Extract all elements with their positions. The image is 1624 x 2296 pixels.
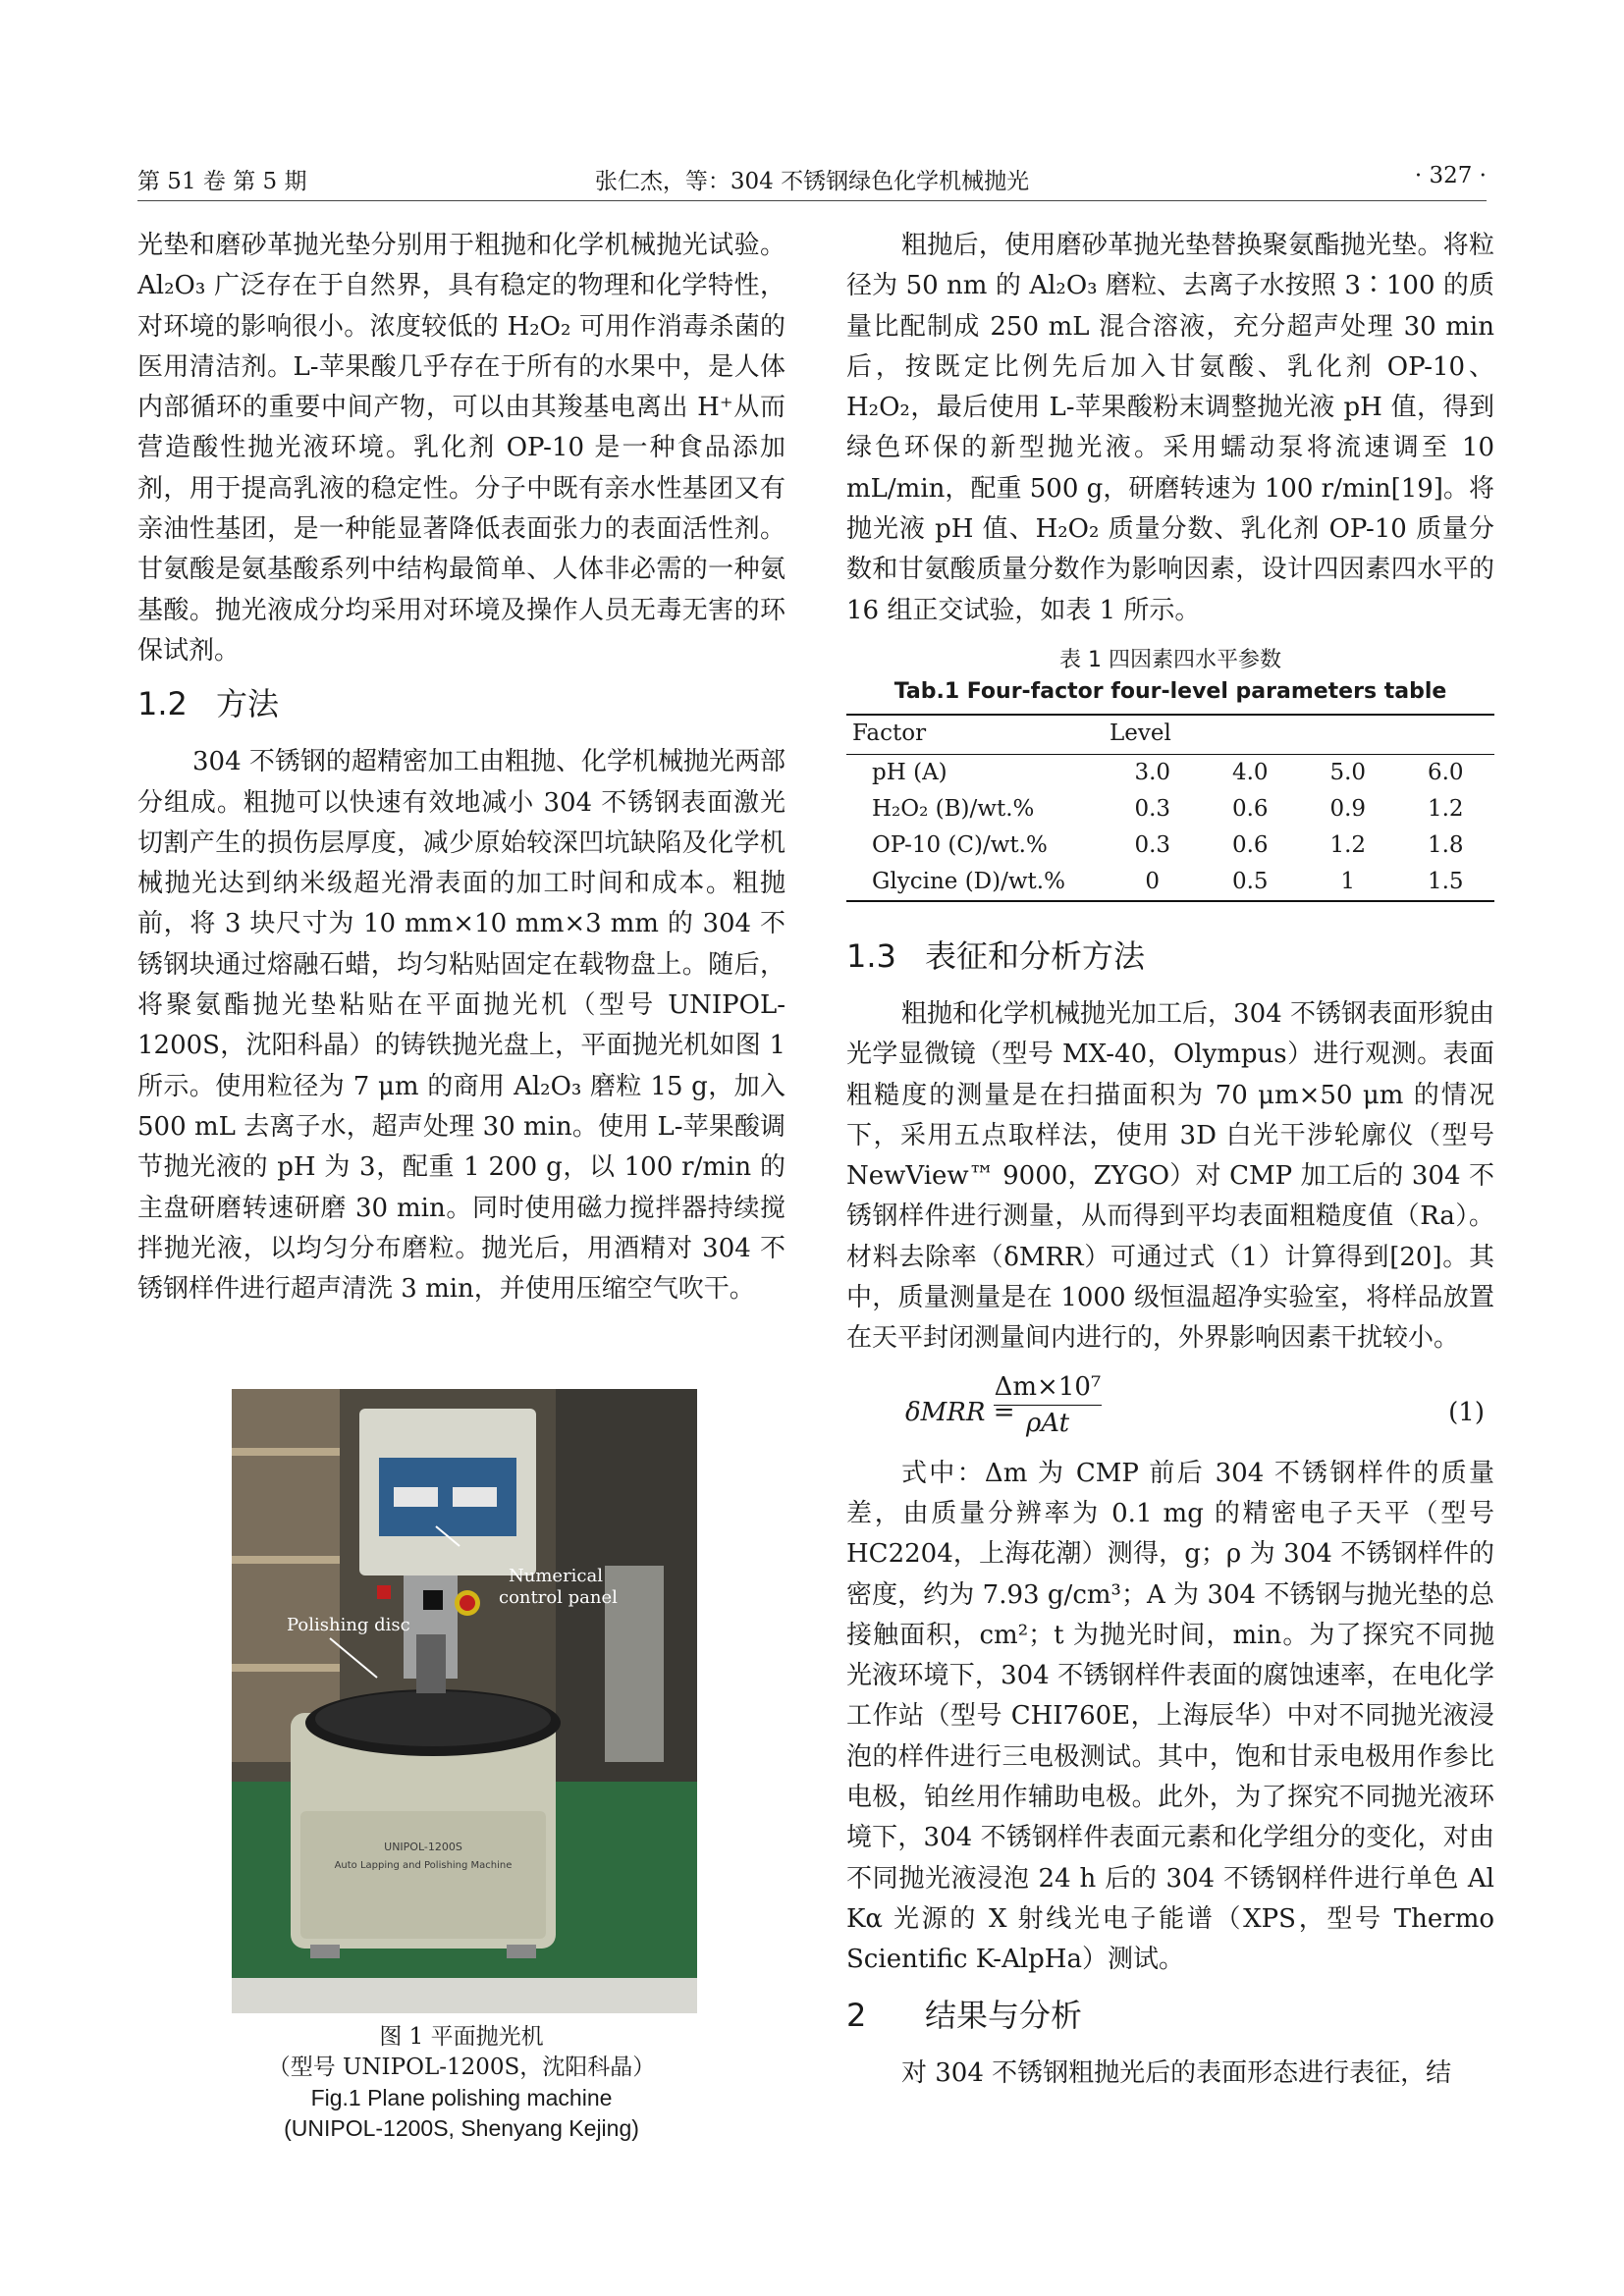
table-row: Glycine (D)/wt.% 0 0.5 1 1.5 [846, 864, 1494, 901]
equation-numerator: Δm×10⁷ [994, 1369, 1102, 1406]
table-row: OP-10 (C)/wt.% 0.3 0.6 1.2 1.8 [872, 831, 1464, 858]
label-numerical-control-panel: Numerical [509, 1566, 603, 1586]
left-column [137, 226, 785, 1309]
paragraph-equation-explanation: 式中：Δm 为 CMP 前后 304 不锈钢样件的质量差，由质量分辨率为 0.1 mg 的精密电子天平（型号 HC2204，上海花潮）测得，g；ρ 为 304 不锈钢样件的密度，约为 7.93 g/cm³；A 为 304 不锈钢与抛光垫的总接触面积，cm²；t 为抛光时间，min。为了探究不同抛光液环境下，304 不锈钢样件表面的腐蚀速率，在电化学工作站（型号 CHI760E，上海辰华）中对不同抛光液浸泡的样件进行三电极测试。其中，饱和甘汞电极用作参比电极，铂丝用作辅助电极。此外，为了探究不同抛光液环境下，304 不锈钢样件表面元素和化学组分的变化，对由不同抛光液浸泡 24 h 后的 304 不锈钢样件进行单色 Al Kα 光源的 X 射线光电子能谱（XPS，型号 Thermo Scientific K-AlpHa）测试。 [846, 1458, 1494, 1975]
running-header [137, 157, 1487, 196]
machine-brand-label: UNIPOL-1200S [384, 1841, 462, 1853]
table-row: pH (A) 3.0 4.0 5.0 6.0 [872, 759, 1464, 785]
section-number: 1.3 [846, 936, 896, 975]
paragraph-method: 304 不锈钢的超精密加工由粗抛、化学机械抛光两部分组成。粗抛可以快速有效地减小 304 不锈钢表面激光切割产生的损伤层厚度，减少原始较深凹坑缺陷及化学机械抛光达到纳米级超光滑表面的加工时间和成本。粗抛前，将 3 块尺寸为 10 mm×10 mm×3 mm 的 304 不锈钢块通过熔融石蜡，均匀粘贴固定在载物盘上。随后，将聚氨酯抛光垫粘贴在平面抛光机（型号 UNIPOL-1200S，沈阳科晶）的铸铁抛光盘上，平面抛光机如图 1 所示。使用粒径为 7 μm 的商用 Al₂O₃ 磨粒 15 g，加入 500 mL 去离子水，超声处理 30 min。使用 L-苹果酸调节抛光液的 pH 为 3，配重 1 200 g，以 100 r/min 的主盘研磨转速研磨 30 min。同时使用磁力搅拌器持续搅拌抛光液，以均匀分布磨粒。抛光后，用酒精对 304 不锈钢样件进行超声清洗 3 min，并使用压缩空气吹干。 [137, 747, 785, 1305]
article-running-title: 张仁杰，等：304 不锈钢绿色化学机械抛光 [594, 169, 1030, 194]
page-number: · 327 · [1414, 163, 1487, 188]
table-header-level: Level [1104, 715, 1494, 752]
paragraph-characterization: 粗抛和化学机械抛光加工后，304 不锈钢表面形貌由光学显微镜（型号 MX-40，Olympus）进行观测。表面粗糙度的测量是在扫描面积为 70 μm×50 μm 的情况下，采用五点取样法，使用 3D 白光干涉轮廓仪（型号 NewView™ 9000，ZYGO）对 CMP 加工后的 304 不锈钢样件进行测量，从而得到平均表面粗糙度值（Ra）。材料去除率（δMRR）可通过式（1）计算得到[20]。其中，质量测量是在 1000 级恒温超净实验室，将样品放置在天平封闭测量间内进行的，外界影响因素干扰较小。 [846, 998, 1494, 1354]
section-heading-2 [846, 1991, 1494, 2040]
figure-caption-en-line2: (UNIPOL-1200S, Shenyang Kejing) [284, 2115, 639, 2141]
section-title: 方法 [216, 685, 280, 723]
section-title: 结果与分析 [925, 1996, 1083, 2034]
table-header-factor: Factor [846, 715, 1104, 752]
equation-lhs: δMRR = [905, 1397, 1015, 1427]
section-heading-1-2 [137, 679, 785, 728]
figure-caption-en-line1: Fig.1 Plane polishing machine [310, 2085, 613, 2110]
paragraph-materials: 光垫和磨砂革抛光垫分别用于粗抛和化学机械抛光试验。Al₂O₃ 广泛存在于自然界，具有稳定的物理和化学特性，对环境的影响很小。浓度较低的 H₂O₂ 可用作消毒杀菌的医用清洁剂。L-苹果酸几乎存在于所有的水果中，是人体内部循环的重要中间产物，可以由其羧基电离出 H⁺从而营造酸性抛光液环境。乳化剂 OP-10 是一种食品添加剂，用于提高乳液的稳定性。分子中既有亲水性基团又有亲油性基团，是一种能显著降低表面张力的表面活性剂。甘氨酸是氨基酸系列中结构最简单、人体非必需的一种氨基酸。抛光液成分均采用对环境及操作人员无毒无害的环保试剂。 [137, 231, 785, 666]
right-column [846, 226, 1494, 2094]
machine-photo-illustration [232, 1389, 697, 2013]
paragraph-cmp-process: 粗抛后，使用磨砂革抛光垫替换聚氨酯抛光垫。将粒径为 50 nm 的 Al₂O₃ 磨粒、去离子水按照 3∶100 的质量比配制成 250 mL 混合溶液，充分超声处理 30 min 后，按既定比例先后加入甘氨酸、乳化剂 OP-10、H₂O₂，最后使用 L-苹果酸粉末调整抛光液 pH 值，得到绿色环保的新型抛光液。采用蠕动泵将流速调至 10 mL/min，配重 500 g，研磨转速为 100 r/min[19]。将抛光液 pH 值、H₂O₂ 质量分数、乳化剂 OP-10 质量分数和甘氨酸质量分数作为影响因素，设计四因素四水平的 16 组正交试验，如表 1 所示。 [846, 231, 1494, 625]
table-title-en: Tab.1 Four-factor four-level parameters table [893, 678, 1447, 704]
section-heading-1-3 [846, 932, 1494, 981]
journal-volume: 第 51 卷 第 5 期 [137, 169, 307, 194]
equation-denominator: ρAt [1025, 1408, 1070, 1438]
section-title: 表征和分析方法 [925, 936, 1146, 975]
header-rule [137, 200, 1487, 201]
section-number: 1.2 [137, 685, 188, 723]
label-polishing-disc: Polishing disc [287, 1615, 410, 1635]
parameters-table [846, 714, 1494, 902]
machine-subtitle-label: Auto Lapping and Polishing Machine [334, 1860, 513, 1871]
figure-polishing-machine [232, 1389, 697, 2013]
equation-number: (1) [1448, 1397, 1485, 1427]
figure-caption-cn-line1: 图 1 平面抛光机 [379, 2024, 544, 2050]
svg-text:control panel: control panel [499, 1587, 618, 1608]
equation-fraction [994, 1369, 1102, 1441]
figure-caption-cn-line2: （型号 UNIPOL-1200S，沈阳科晶） [267, 2055, 656, 2080]
section-number: 2 [846, 1996, 867, 2034]
table-title-cn: 表 1 四因素四水平参数 [1059, 647, 1281, 672]
equation-1 [846, 1369, 1494, 1450]
table-row: H₂O₂ (B)/wt.% 0.3 0.6 0.9 1.2 [872, 795, 1464, 822]
paragraph-results-start: 对 304 不锈钢粗抛光后的表面形态进行表征，结 [901, 2057, 1452, 2088]
figure-caption [137, 2022, 785, 2144]
